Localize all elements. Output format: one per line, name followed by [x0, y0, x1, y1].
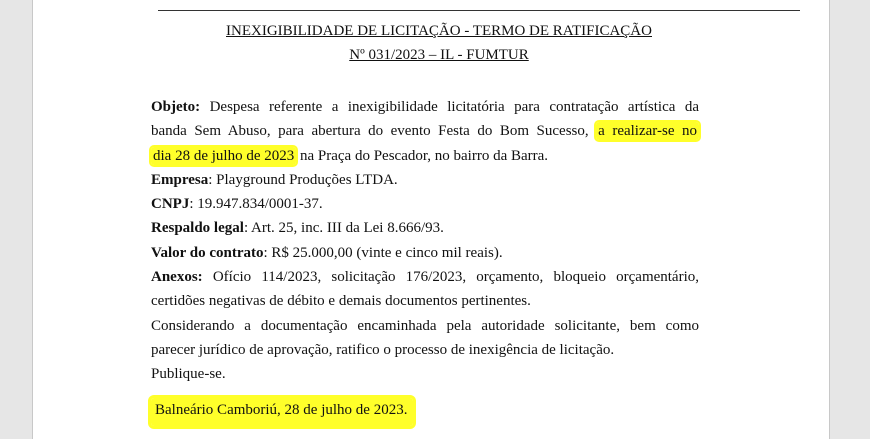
header-rule	[158, 10, 800, 11]
objeto-label: Objeto:	[151, 99, 201, 115]
cnpj-label: CNPJ	[151, 196, 190, 213]
respaldo-label: Respaldo legal	[151, 220, 244, 237]
objeto-text: Despesa referente a inexigibilidade licitatória para contratação artística da	[209, 99, 700, 115]
anexos-line-2: certidões negativas de débito e demais documentos pertinentes.	[151, 293, 531, 310]
cnpj-line	[151, 192, 699, 216]
cnpj-value: : 19.947.834/0001-37.	[189, 196, 323, 213]
valor-line	[151, 241, 699, 265]
highlighted-date: dia 28 de julho de 2023	[153, 147, 295, 164]
highlighted-signature-date: Balneário Camboriú, 28 de julho de 2023.	[151, 398, 413, 426]
anexos-text: Ofício 114/2023, solicitação 176/2023, orçamento, bloqueio orçamentário,	[212, 269, 700, 286]
document-number: Nº 031/2023 – IL - FUMTUR	[349, 47, 529, 63]
objeto-line-3	[151, 144, 699, 168]
valor-value: : R$ 25.000,00 (vinte e cinco mil reais).	[263, 244, 503, 261]
publique-line: Publique-se.	[151, 366, 226, 383]
considerando-line-2: parecer jurídico de aprovação, ratifico o processo de inexigência de licitação.	[151, 341, 615, 358]
document-body	[151, 95, 699, 387]
highlighted-text: a realizar-se no	[598, 123, 698, 140]
objeto-text-2: banda Sem Abuso, para abertura do evento Festa do Bom Sucesso,	[151, 123, 589, 140]
anexos-label: Anexos:	[151, 269, 203, 286]
objeto-line-2	[151, 119, 699, 143]
empresa-value: : Playground Produções LTDA.	[208, 171, 398, 188]
valor-label: Valor do contrato	[151, 244, 264, 261]
empresa-line	[151, 168, 699, 192]
respaldo-value: : Art. 25, inc. III da Lei 8.666/93.	[243, 220, 444, 237]
considerando-line-1: Considerando a documentação encaminhada pela autoridade solicitante, bem como	[151, 317, 699, 334]
document-title: INEXIGIBILIDADE DE LICITAÇÃO - TERMO DE RATIFICAÇÃO	[226, 23, 652, 39]
signature-date	[151, 402, 413, 419]
anexos-line-1	[151, 265, 699, 289]
document-page	[32, 0, 830, 439]
respaldo-line	[151, 216, 699, 240]
objeto-text-3: na Praça do Pescador, no bairro da Barra.	[299, 147, 549, 164]
objeto-line-1	[151, 95, 699, 119]
empresa-label: Empresa	[151, 171, 209, 188]
